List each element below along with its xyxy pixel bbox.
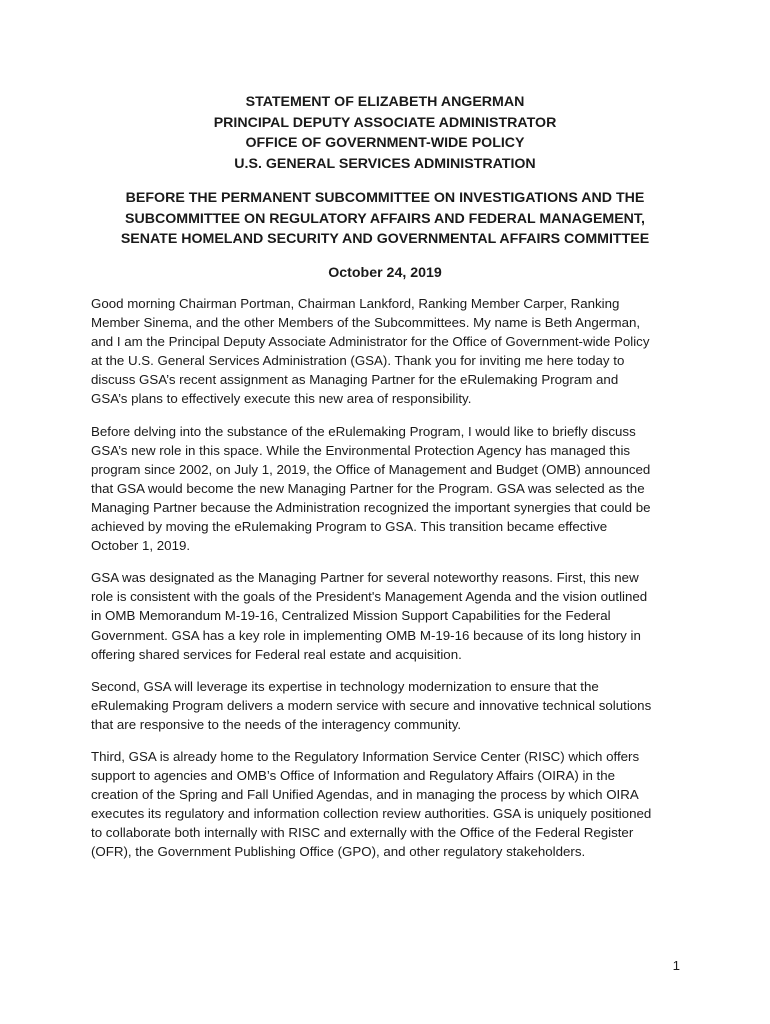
text-line: that GSA would become the new Managing Partner for the Program. GSA was selected as the bbox=[91, 480, 645, 496]
text-line: executes its regulatory and information collection review authorities. GSA is uniquely positioned bbox=[91, 806, 652, 822]
text-line: at the U.S. General Services Administration (GSA). Thank you for inviting me here today to bbox=[91, 353, 625, 369]
text-line: Government. GSA has a key role in implementing OMB M-19-16 because of its long history in bbox=[91, 627, 641, 643]
paragraph bbox=[91, 677, 691, 734]
text-line: Third, GSA is already home to the Regulatory Information Service Center (RISC) which offers bbox=[91, 748, 640, 764]
text-line: GSA’s new role in this space. While the Environmental Protection Agency has managed this bbox=[91, 442, 631, 458]
text-line: and I am the Principal Deputy Associate Administrator for the Office of Government-wide Policy bbox=[91, 334, 650, 350]
title-line: U.S. GENERAL SERVICES ADMINISTRATION bbox=[234, 155, 536, 172]
hearing-line: SENATE HOMELAND SECURITY AND GOVERNMENTAL AFFAIRS COMMITTEE bbox=[120, 231, 650, 247]
paragraph bbox=[91, 747, 691, 862]
text-line: creation of the Spring and Fall Unified Agendas, and in managing the process by which OIRA bbox=[91, 787, 639, 803]
statement-body bbox=[91, 294, 691, 875]
title-line: OFFICE OF GOVERNMENT-WIDE POLICY bbox=[245, 135, 525, 151]
text-line: Managing Partner because the Administration recognized the important synergies that could be bbox=[91, 499, 651, 515]
title-line: PRINCIPAL DEPUTY ASSOCIATE ADMINISTRATOR bbox=[213, 114, 557, 131]
hearing-line: BEFORE THE PERMANENT SUBCOMMITTEE ON INVESTIGATIONS AND THE bbox=[125, 190, 645, 206]
text-line: discuss GSA’s recent assignment as Managing Partner for the eRulemaking Program and bbox=[91, 372, 619, 388]
hearing-block bbox=[60, 188, 710, 250]
paragraph bbox=[91, 422, 691, 556]
text-line: (OFR), the Government Publishing Office (GPO), and other regulatory stakeholders. bbox=[91, 844, 586, 860]
title-line: STATEMENT OF ELIZABETH ANGERMAN bbox=[245, 94, 525, 110]
paragraph bbox=[91, 294, 691, 409]
hearing-line: SUBCOMMITTEE ON REGULATORY AFFAIRS AND FEDERAL MANAGEMENT, bbox=[125, 210, 645, 227]
text-line: eRulemaking Program delivers a modern service with secure and innovative technical solutions bbox=[91, 697, 652, 713]
text-line: Member Sinema, and the other Members of the Subcommittees. My name is Beth Angerman, bbox=[91, 315, 641, 331]
text-line: role is consistent with the goals of the President's Management Agenda and the vision outlined bbox=[91, 589, 648, 605]
title-block bbox=[60, 92, 710, 174]
hearing-date: October 24, 2019 bbox=[328, 265, 442, 281]
text-line: Before delving into the substance of the eRulemaking Program, I would like to briefly discuss bbox=[91, 423, 636, 439]
text-line: Good morning Chairman Portman, Chairman Lankford, Ranking Member Carper, Ranking bbox=[91, 296, 620, 311]
text-line: GSA was designated as the Managing Partner for several noteworthy reasons. First, this new bbox=[91, 570, 639, 586]
text-line: October 1, 2019. bbox=[91, 538, 191, 554]
text-line: achieved by moving the eRulemaking Program to GSA. This transition became effective bbox=[91, 519, 608, 535]
paragraph bbox=[91, 568, 691, 663]
text-line: GSA’s plans to effectively execute this new area of responsibility. bbox=[91, 391, 472, 407]
text-line: offering shared services for Federal real estate and acquisition. bbox=[91, 646, 462, 662]
text-line: program since 2002, on July 1, 2019, the Office of Management and Budget (OMB) announced bbox=[91, 461, 651, 477]
text-line: in OMB Memorandum M-19-16, Centralized Mission Support Capabilities for the Federal bbox=[91, 608, 611, 624]
text-line: that are responsive to the needs of the interagency community. bbox=[91, 716, 462, 732]
text-line: to collaborate both internally with RISC and externally with the Office of the Federal Register bbox=[91, 825, 634, 841]
page-number: 1 bbox=[672, 958, 680, 973]
text-line: support to agencies and OMB’s Office of Information and Regulatory Affairs (OIRA) in the bbox=[91, 768, 616, 784]
text-line: Second, GSA will leverage its expertise in technology modernization to ensure that the bbox=[91, 678, 599, 694]
